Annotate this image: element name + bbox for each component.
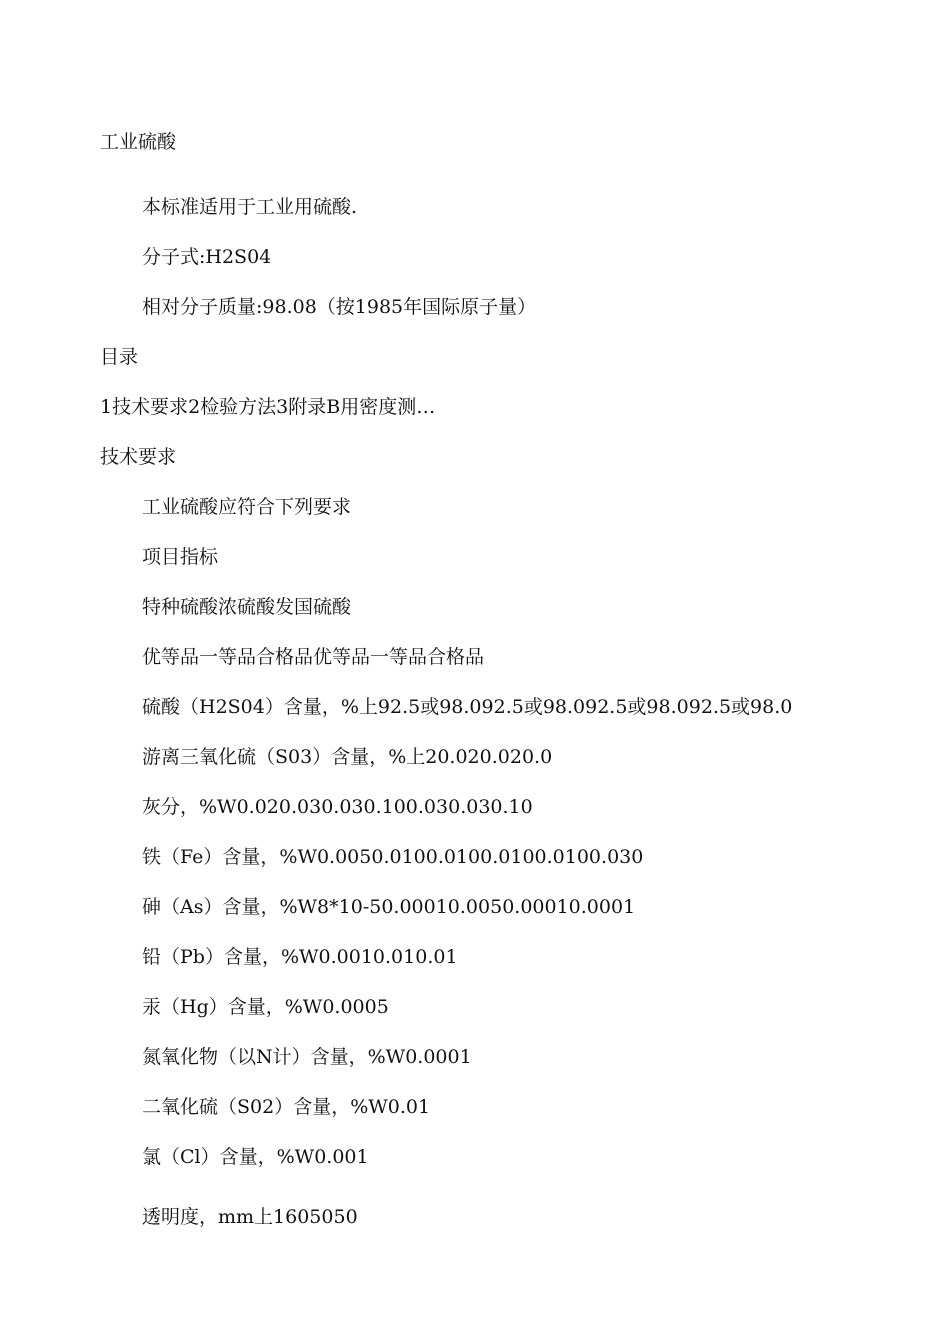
table-row-as: 砷（As）含量，%W8*10-50.00010.0050.00010.0001 [142,896,636,918]
table-row-hg: 汞（Hg）含量，%W0.0005 [142,996,389,1018]
intro-scope: 本标准适用于工业用硫酸. [142,196,358,218]
intro-formula: 分子式:H2S04 [142,246,272,268]
table-row-h2so4: 硫酸（H2S04）含量，%上92.5或98.092.5或98.092.5或98.092.5或98.0 [142,696,793,718]
table-row-pb: 铅（Pb）含量，%W0.0010.010.01 [142,946,458,968]
table-row-transparency: 透明度，mm上1605050 [142,1206,358,1228]
table-header-types: 特种硫酸浓硫酸发国硫酸 [142,596,352,618]
toc-items: 1技术要求2检验方法3附录B用密度测… [100,396,436,418]
intro-molecular-mass: 相对分子质量:98.08（按1985年国际原子量） [142,296,537,318]
table-header-items: 项目指标 [142,546,219,568]
table-row-ash: 灰分，%W0.020.030.030.100.030.030.10 [142,796,533,818]
requirement-intro: 工业硫酸应符合下列要求 [142,496,352,518]
table-row-so3: 游离三氧化硫（S03）含量，%上20.020.020.0 [142,746,553,768]
table-row-so2: 二氧化硫（S02）含量，%W0.01 [142,1096,431,1118]
table-row-fe: 铁（Fe）含量，%W0.0050.0100.0100.0100.0100.030 [142,846,644,868]
section-heading: 技术要求 [100,446,177,468]
table-row-cl: 氯（Cl）含量，%W0.001 [142,1146,369,1168]
table-row-nox: 氮氧化物（以N计）含量，%W0.0001 [142,1046,472,1068]
document-title: 工业硫酸 [100,131,177,153]
toc-heading: 目录 [100,346,139,368]
table-header-grades: 优等品一等品合格品优等品一等品合格品 [142,646,485,668]
